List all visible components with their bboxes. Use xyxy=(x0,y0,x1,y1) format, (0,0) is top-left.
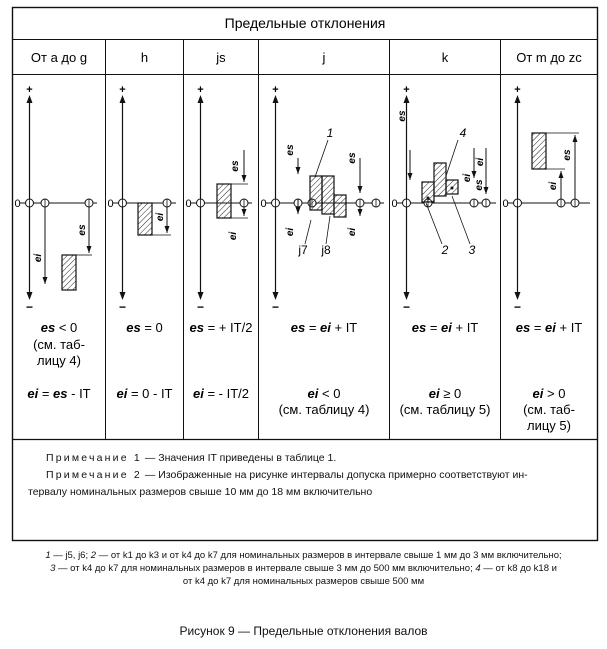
label-4: 4 xyxy=(459,126,467,140)
leader-1 xyxy=(315,140,328,177)
label-j8: j8 xyxy=(321,243,331,257)
ei-formula-1 xyxy=(117,386,173,401)
ei-label-2: ei xyxy=(475,157,486,167)
es-formula-1 xyxy=(126,320,163,335)
figure-caption: Рисунок 9 — Предельные отклонения валов xyxy=(179,624,428,638)
label-3: 3 xyxy=(468,243,476,257)
axis-arrow-down xyxy=(273,292,279,300)
es-label-2: es xyxy=(347,152,358,164)
axis-minus-sign: − xyxy=(271,300,280,314)
formula-part: = xyxy=(530,320,546,335)
es-label-1: es xyxy=(285,144,296,156)
formula-part: + IT xyxy=(451,320,479,335)
formula-part: es xyxy=(290,320,306,335)
axis-arrow-down xyxy=(120,292,126,300)
formula-part: es xyxy=(126,320,141,335)
formula-part: + IT xyxy=(330,320,358,335)
formula-part: ei xyxy=(193,386,204,401)
table-title: Предельные отклонения xyxy=(224,15,386,31)
axis-plus-sign: + xyxy=(26,84,33,96)
column-headers xyxy=(31,50,582,65)
note-2-line-1: Примечание 2 — Изображенные на рисунке интервалы допуска примерно соответствуют ин- xyxy=(46,469,528,481)
formula-part: ei xyxy=(532,386,544,401)
formula-part: = 0 - IT xyxy=(127,386,173,401)
column-header-4: k xyxy=(441,50,449,65)
axis-arrow-down xyxy=(404,292,410,300)
tolerance-zone-j7 xyxy=(322,176,334,214)
formula-part: + IT xyxy=(555,320,583,335)
axis-arrow-down xyxy=(198,292,204,300)
tolerance-zone-j8 xyxy=(334,195,346,217)
axis-plus-sign: + xyxy=(119,84,126,96)
ei-label-1: ei xyxy=(285,227,296,237)
formula-part: ei xyxy=(320,320,331,335)
es-label: es xyxy=(562,149,573,161)
ei-formula-3 xyxy=(308,386,341,401)
column-header-5: От m до zc xyxy=(516,50,582,65)
es-formula-5 xyxy=(516,320,583,335)
axis-arrow-down xyxy=(515,292,521,300)
legend-line-2: 3 — от k4 до k7 для номинальных размеров в интервале свыше 3 мм до 500 мм включительно; 4 — от k8 до k18 и xyxy=(50,563,557,574)
ei-label: ei xyxy=(33,253,44,263)
axis-minus-sign: − xyxy=(402,300,411,314)
axis-arrow-up xyxy=(198,95,204,103)
diagram-m-zc xyxy=(508,133,590,207)
es-label: es xyxy=(77,224,88,236)
formula-part: ei xyxy=(545,320,556,335)
leader-j8 xyxy=(326,216,330,244)
es-formula-4 xyxy=(412,320,479,335)
axis-plus-sign: + xyxy=(403,84,410,96)
ei-note-5-1: лицу 5) xyxy=(527,418,571,433)
es-label: es xyxy=(230,160,241,172)
ei-formula-0 xyxy=(27,386,90,401)
label-j7: j7 xyxy=(298,243,308,257)
es-formula-3 xyxy=(291,320,358,335)
zero-label: 0 xyxy=(260,198,267,210)
ei-note-4-0: (см. таблицу 5) xyxy=(399,402,491,417)
ei-formula-2 xyxy=(193,386,249,401)
formula-part: < 0 xyxy=(55,320,78,335)
tolerance-zone xyxy=(138,203,152,235)
axis-arrow-up xyxy=(27,95,33,103)
diagram-k xyxy=(397,110,496,257)
leader-j7 xyxy=(305,220,311,244)
diagram-j xyxy=(266,126,384,257)
axis-arrow-up xyxy=(515,95,521,103)
tolerance-zone xyxy=(217,184,231,218)
formula-part: < 0 xyxy=(318,386,341,401)
axis-minus-sign: − xyxy=(118,300,127,314)
formula-part: es xyxy=(40,320,56,335)
leader-2 xyxy=(426,203,442,244)
axis-arrow-down xyxy=(27,292,33,300)
legend-line-1: 1 — j5, j6; 2 — от k1 до k3 и от k4 до k7 для номинальных размеров в интервале свыше 1 мм до 3 мм включительно; xyxy=(45,550,562,561)
es-formula-0 xyxy=(41,320,78,335)
column-header-3: j xyxy=(322,50,326,65)
formula-part: es xyxy=(411,320,427,335)
es-label-2: es xyxy=(474,179,485,191)
formula-part: es xyxy=(53,386,68,401)
label-1: 1 xyxy=(326,126,334,140)
column-header-0: От a до g xyxy=(30,50,88,65)
deviation-diagrams xyxy=(14,84,590,314)
axis-arrow-up xyxy=(120,95,126,103)
formula-part: > 0 xyxy=(543,386,566,401)
leader-4 xyxy=(446,140,458,176)
dot-2 xyxy=(427,197,430,200)
column-header-1: h xyxy=(140,50,149,65)
formulas xyxy=(27,320,582,433)
note-2-line-2: тервалу номинальных размеров свыше 10 мм до 18 мм включительно xyxy=(28,486,373,498)
legend-line-3: от k4 до k7 для номинальных размеров свыше 500 мм xyxy=(182,576,425,587)
axis-minus-sign: − xyxy=(25,300,34,314)
axis-arrow-up xyxy=(273,95,279,103)
label-2: 2 xyxy=(441,243,449,257)
tolerance-zone-4 xyxy=(434,163,446,196)
ei-formula-4 xyxy=(429,386,461,401)
tolerance-zone xyxy=(62,255,76,290)
dot-3 xyxy=(451,187,454,190)
formula-part: = xyxy=(426,320,442,335)
es-note-0-1: лицу 4) xyxy=(37,353,81,368)
tolerance-zone xyxy=(532,133,546,169)
ei-label-2: ei xyxy=(347,227,358,237)
ei-label: ei xyxy=(155,212,166,222)
formula-part: ei xyxy=(307,386,319,401)
formula-part: = 0 xyxy=(140,320,163,335)
formula-part: ≥ 0 xyxy=(439,386,462,401)
formula-part: ei xyxy=(441,320,452,335)
zero-label: 0 xyxy=(107,198,114,210)
axis-minus-sign: − xyxy=(513,300,522,314)
zero-label: 0 xyxy=(14,198,21,210)
ei-formula-5 xyxy=(533,386,566,401)
ei-note-5-0: (см. таб- xyxy=(523,402,575,417)
zero-label: 0 xyxy=(185,198,192,210)
axis-plus-sign: + xyxy=(272,84,279,96)
formula-part: ei xyxy=(428,386,440,401)
es-note-0-0: (см. таб- xyxy=(33,337,85,352)
formula-part: ei xyxy=(116,386,128,401)
formula-part: = - IT/2 xyxy=(203,386,249,401)
formula-part: ei xyxy=(27,386,39,401)
formula-part: es xyxy=(189,320,205,335)
axis-arrow-up xyxy=(404,95,410,103)
zero-label: 0 xyxy=(391,198,398,210)
column-header-2: js xyxy=(216,50,226,65)
axis-minus-sign: − xyxy=(196,300,205,314)
formula-part: = + IT/2 xyxy=(204,320,253,335)
formula-part: - IT xyxy=(67,386,91,401)
ei-label-1: ei xyxy=(462,173,473,183)
tolerance-zone-1 xyxy=(310,176,322,210)
axis-plus-sign: + xyxy=(197,84,204,96)
formula-part: es xyxy=(515,320,531,335)
note-1: Примечание 1 — Значения IT приведены в таблице 1. xyxy=(46,452,337,464)
es-formula-2 xyxy=(190,320,253,335)
formula-part: = xyxy=(38,386,54,401)
zero-label: 0 xyxy=(502,198,509,210)
diagram-a-g xyxy=(20,199,97,290)
ei-note-3-0: (см. таблицу 4) xyxy=(278,402,370,417)
formula-part: = xyxy=(305,320,321,335)
axis-plus-sign: + xyxy=(514,84,521,96)
ei-label: ei xyxy=(228,231,239,241)
es-label-1: es xyxy=(397,110,408,122)
ei-label: ei xyxy=(548,181,559,191)
